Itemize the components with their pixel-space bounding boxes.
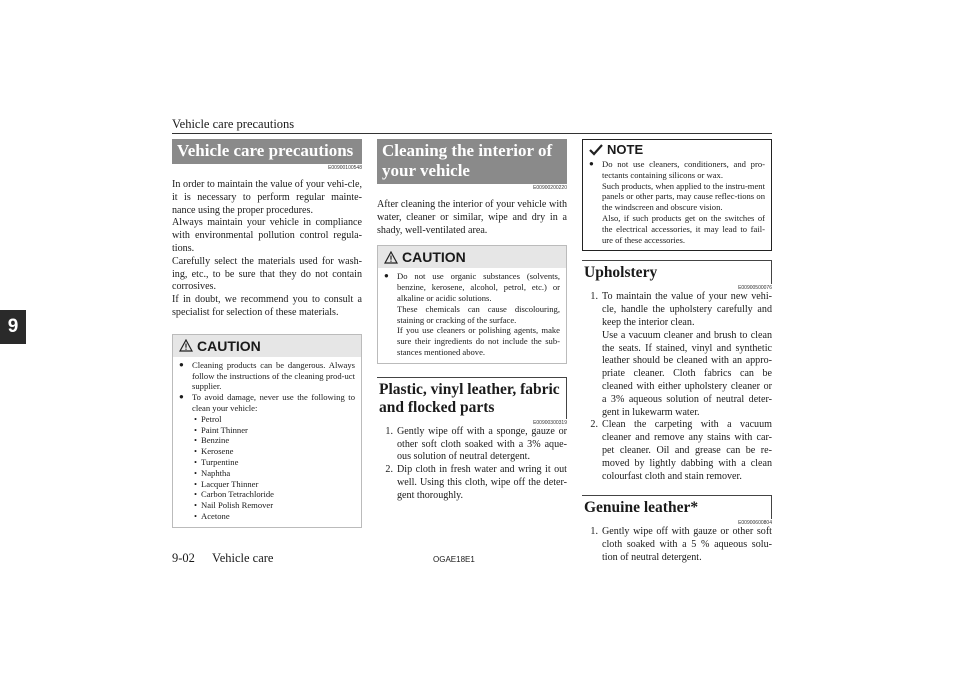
doc-id: E00900300319: [533, 419, 567, 426]
paragraph: Carefully select the materials used for wash-ing, etc., to be sure that they do not contain corrosives.: [172, 255, 362, 293]
list-item: [582, 291, 772, 419]
steps-list: [582, 291, 772, 483]
caution-item: Cleaning products can be dangerous. Always follow the instructions of the cleaning prod-uct supplier.: [192, 359, 355, 392]
intro-text: [172, 179, 362, 320]
column-3: [582, 139, 772, 565]
bullet-icon: ●: [589, 159, 594, 168]
doc-id: E00900500076: [738, 285, 772, 292]
list-item: [582, 419, 772, 483]
list-item: [377, 426, 567, 464]
section-title-plastic-parts: Plastic, vinyl leather, fabric and flocked parts: [377, 377, 567, 419]
step-number: 1.: [590, 526, 598, 538]
list-item: • Petrol: [194, 414, 355, 425]
bullet-icon: ●: [384, 271, 389, 281]
note-label: NOTE: [607, 142, 644, 157]
warning-triangle-icon: [179, 339, 193, 352]
doc-id: E00900600804: [738, 520, 772, 527]
paragraph: If in doubt, we recommend you to consult a specialist for selection of these materials.: [172, 294, 362, 318]
running-title: Vehicle care precautions: [172, 117, 295, 131]
note-box: [582, 139, 772, 251]
warning-triangle-icon: [384, 251, 398, 264]
note-text: Such products, when applied to the instru-ment panels or other parts, may cause reflec-tions on the windscreen and obscure vision.: [602, 180, 765, 213]
list-item: • Naphtha: [194, 468, 355, 479]
note-item: Do not use cleaners, conditioners, and pro-tectants containing silicons or wax.: [602, 159, 765, 180]
step-text: Gently wipe off with a sponge, gauze or other soft cloth soaked with a 3% aque-ous solution of neutral detergent.: [397, 425, 567, 463]
header-rule: [172, 133, 772, 134]
note-text: Also, if such products get on the switches of the electrical accessories, it may lead to fail-ure of these accessories.: [602, 212, 765, 245]
section-title-genuine-leather: Genuine leather*: [582, 495, 772, 519]
section-title-upholstery: Upholstery: [582, 260, 772, 284]
page-footer: [172, 551, 273, 566]
step-number: 1.: [590, 291, 598, 303]
page-number: 9-02: [172, 551, 195, 565]
doc-id: E00900100548: [328, 165, 362, 171]
caution-header: [173, 335, 361, 357]
steps-list: [377, 426, 567, 503]
caution-text: If you use cleaners or polishing agents, make sure their ingredients do not include the sub-stances mentioned above.: [397, 325, 560, 357]
caution-body: [173, 357, 361, 527]
bullet-icon: ●: [179, 359, 184, 369]
list-item: [582, 526, 772, 564]
caution-box: [377, 245, 567, 363]
list-item: • Kerosene: [194, 446, 355, 457]
list-item: • Carbon Tetrachloride: [194, 489, 355, 500]
chapter-tab: 9: [0, 310, 26, 344]
list-item: • Lacquer Thinner: [194, 479, 355, 490]
footer-section: Vehicle care: [212, 551, 274, 565]
section-title-vehicle-care-precautions: Vehicle care precautions: [172, 139, 362, 164]
substance-list: [179, 414, 355, 522]
bullet-icon: ●: [179, 392, 184, 402]
list-item: [377, 464, 567, 502]
caution-header: [378, 246, 566, 268]
step-number: 1.: [385, 425, 393, 437]
column-1: [172, 139, 362, 528]
step-number: 2.: [385, 464, 393, 476]
caution-body: [378, 268, 566, 362]
list-item: • Acetone: [194, 511, 355, 522]
steps-list: [582, 526, 772, 564]
step-text: Gently wipe off with gauze or other soft cloth soaked with a 5 % aqueous solu-tion of neutral detergent.: [602, 526, 772, 563]
step-number: 2.: [590, 419, 598, 431]
note-header: [583, 140, 771, 159]
note-body: [583, 159, 771, 250]
paragraph: Always maintain your vehicle in compliance with environmental pollution control regula-tions.: [172, 217, 362, 254]
step-text: Dip cloth in fresh water and wring it out well. Using this cloth, wipe off the deter-gent thoroughly.: [397, 464, 567, 501]
step-text-part: To maintain the value of your new vehi-cle, handle the upholstery carefully and keep the interior clean.: [602, 291, 772, 328]
step-text-part: Use a vacuum cleaner and brush to clean the seats. If stained, vinyl and synthetic leather should be cleaned with an appro-priate cleaner. Cloth fabrics can be cleaned with either upholstery cleaner or a 3% aqueous solution of neutral deter-gent in lukewarm water.: [602, 329, 772, 418]
caution-text: These chemicals can cause discolouring, staining or cracking of the surface.: [397, 303, 560, 325]
paragraph: In order to maintain the value of your vehi-cle, it is necessary to perform regular mainte-nance using the proper procedures.: [172, 179, 362, 216]
step-text: Clean the carpeting with a vacuum cleaner and remove any stains with car-pet cleaner. Oil and grease can be re-moved by lightly dabbing with a clean colourfast cloth and stain remover.: [602, 419, 772, 482]
caution-item: Do not use organic substances (solvents, benzine, kerosene, alcohol, petrol, etc.) or alkaline or acidic solutions.: [397, 271, 560, 303]
caution-label: CAUTION: [197, 337, 261, 354]
list-item: • Nail Polish Remover: [194, 500, 355, 511]
list-item: • Turpentine: [194, 457, 355, 468]
list-item: • Benzine: [194, 435, 355, 446]
publication-code: OGAE18E1: [433, 555, 475, 564]
list-item: • Paint Thinner: [194, 425, 355, 436]
caution-item: To avoid damage, never use the following to clean your vehicle:: [192, 392, 355, 413]
doc-id: E00900200220: [533, 185, 567, 191]
column-2: [377, 139, 567, 503]
intro-text: After cleaning the interior of your vehicle with water, cleaner or similar, wipe and dry in a shady, well-ventilated area.: [377, 199, 567, 236]
caution-label: CAUTION: [402, 249, 466, 266]
caution-box: [172, 334, 362, 528]
step-text: [602, 291, 772, 419]
checkmark-icon: [589, 144, 603, 156]
section-title-cleaning-interior: Cleaning the interior of your vehicle: [377, 139, 567, 184]
